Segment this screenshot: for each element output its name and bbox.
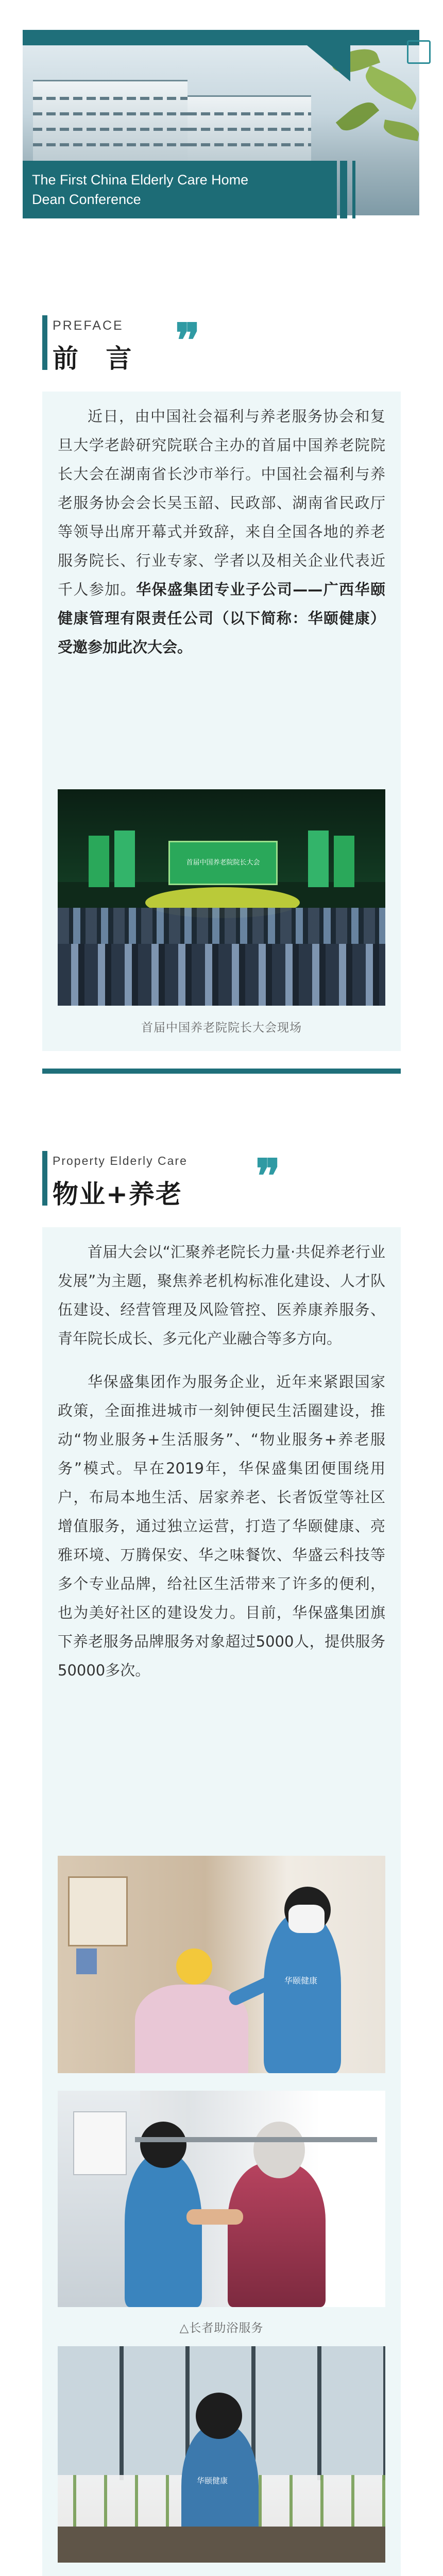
property-subtitle: Property Elderly Care <box>53 1154 188 1167</box>
service-photo-cleaning <box>58 2346 385 2563</box>
caption-bathing-service: △长者助浴服务 <box>179 2321 264 2335</box>
property-heading <box>42 1151 259 1208</box>
banner-accent-bar <box>352 161 355 218</box>
building-shape <box>33 80 188 169</box>
vest-label: 华颐健康 <box>197 2476 228 2485</box>
caregiver-vest <box>264 1912 341 2073</box>
quote-mark-icon: ❞ <box>175 313 200 368</box>
banner-accent-bar <box>340 161 347 218</box>
quote-mark-icon: ❞ <box>255 1149 281 1204</box>
preface-paragraph: 近日，由中国社会福利与养老服务协会和复旦大学老龄研究院联合主办的首届中国养老院院长大会在湖南省长沙市举行。中国社会福利与养老服务协会会长吴玉韶、民政部、湖南省民政厅等领导出席开幕式并致辞，来自全国各地的养老服务院长、行业专家、学者以及相关企业代表近千人参加。 <box>58 408 385 598</box>
service-photo-bathing <box>58 1856 385 2073</box>
property-paragraph-1: 首届大会以“汇聚养老院长力量·共促养老行业发展”为主题，聚焦养老机构标准化建设、人才队伍建设、经营管理及风险管控、医养康养服务、青年院长成长、多元化产业融合等多方向。 <box>58 1243 385 1347</box>
banner-triangle <box>288 30 350 81</box>
header-banner <box>0 0 443 247</box>
property-text <box>58 1238 385 1685</box>
caption-cleaning-service <box>58 2574 385 2576</box>
section-divider <box>42 1069 401 1074</box>
banner-top-bar <box>23 30 419 45</box>
conference-photo <box>58 789 385 1006</box>
vest-label: 华颐健康 <box>284 1976 318 1986</box>
banner-square-outline <box>407 40 431 64</box>
preface-subtitle: PREFACE <box>53 318 124 333</box>
section-marker-bar <box>42 315 47 370</box>
stage-banner-text: 首届中国养老院院长大会 <box>186 859 260 867</box>
preface-heading <box>42 315 197 372</box>
section-marker-bar <box>42 1151 47 1206</box>
banner-title-line2: Dean Conference <box>32 192 141 207</box>
preface-title: 前 言 <box>53 344 141 374</box>
banner-title <box>32 170 331 209</box>
elder-person <box>228 2163 326 2307</box>
stage-screen <box>168 841 278 885</box>
preface-paragraph-bold: 华保盛集团专业子公司——广西华颐健康管理有限责任公司（以下简称：华颐健康）受邀参加此次大会。 <box>58 581 385 656</box>
preface-text <box>58 402 385 662</box>
conference-photo-caption: 首届中国养老院院长大会现场 <box>141 1021 302 1035</box>
face-emoji-sticker <box>176 1948 212 1985</box>
service-photo-assist <box>58 2091 385 2307</box>
property-title: 物业+养老 <box>53 1179 182 1209</box>
building-shape <box>188 95 311 169</box>
property-paragraph-2: 华保盛集团作为服务企业，近年来紧跟国家政策，全面推进城市一刻钟便民生活圈建设，推动“物业服务+生活服务”、“物业服务+养老服务”模式。早在2019年，华保盛集团便围绕用户，布局本地生活、居家养老、长者饭堂等社区增值服务，通过独立运营，打造了华颐健康、亮雅环境、万腾保安、华之味餐饮、华盛云科技等多个专业品牌，给社区生活带来了许多的便利，也为美好社区的建设发力。目前，华保盛集团旗下养老服务品牌服务对象超过5000人，提供服务50000多次。 <box>58 1373 385 1679</box>
banner-title-line1: The First China Elderly Care Home <box>32 172 249 188</box>
